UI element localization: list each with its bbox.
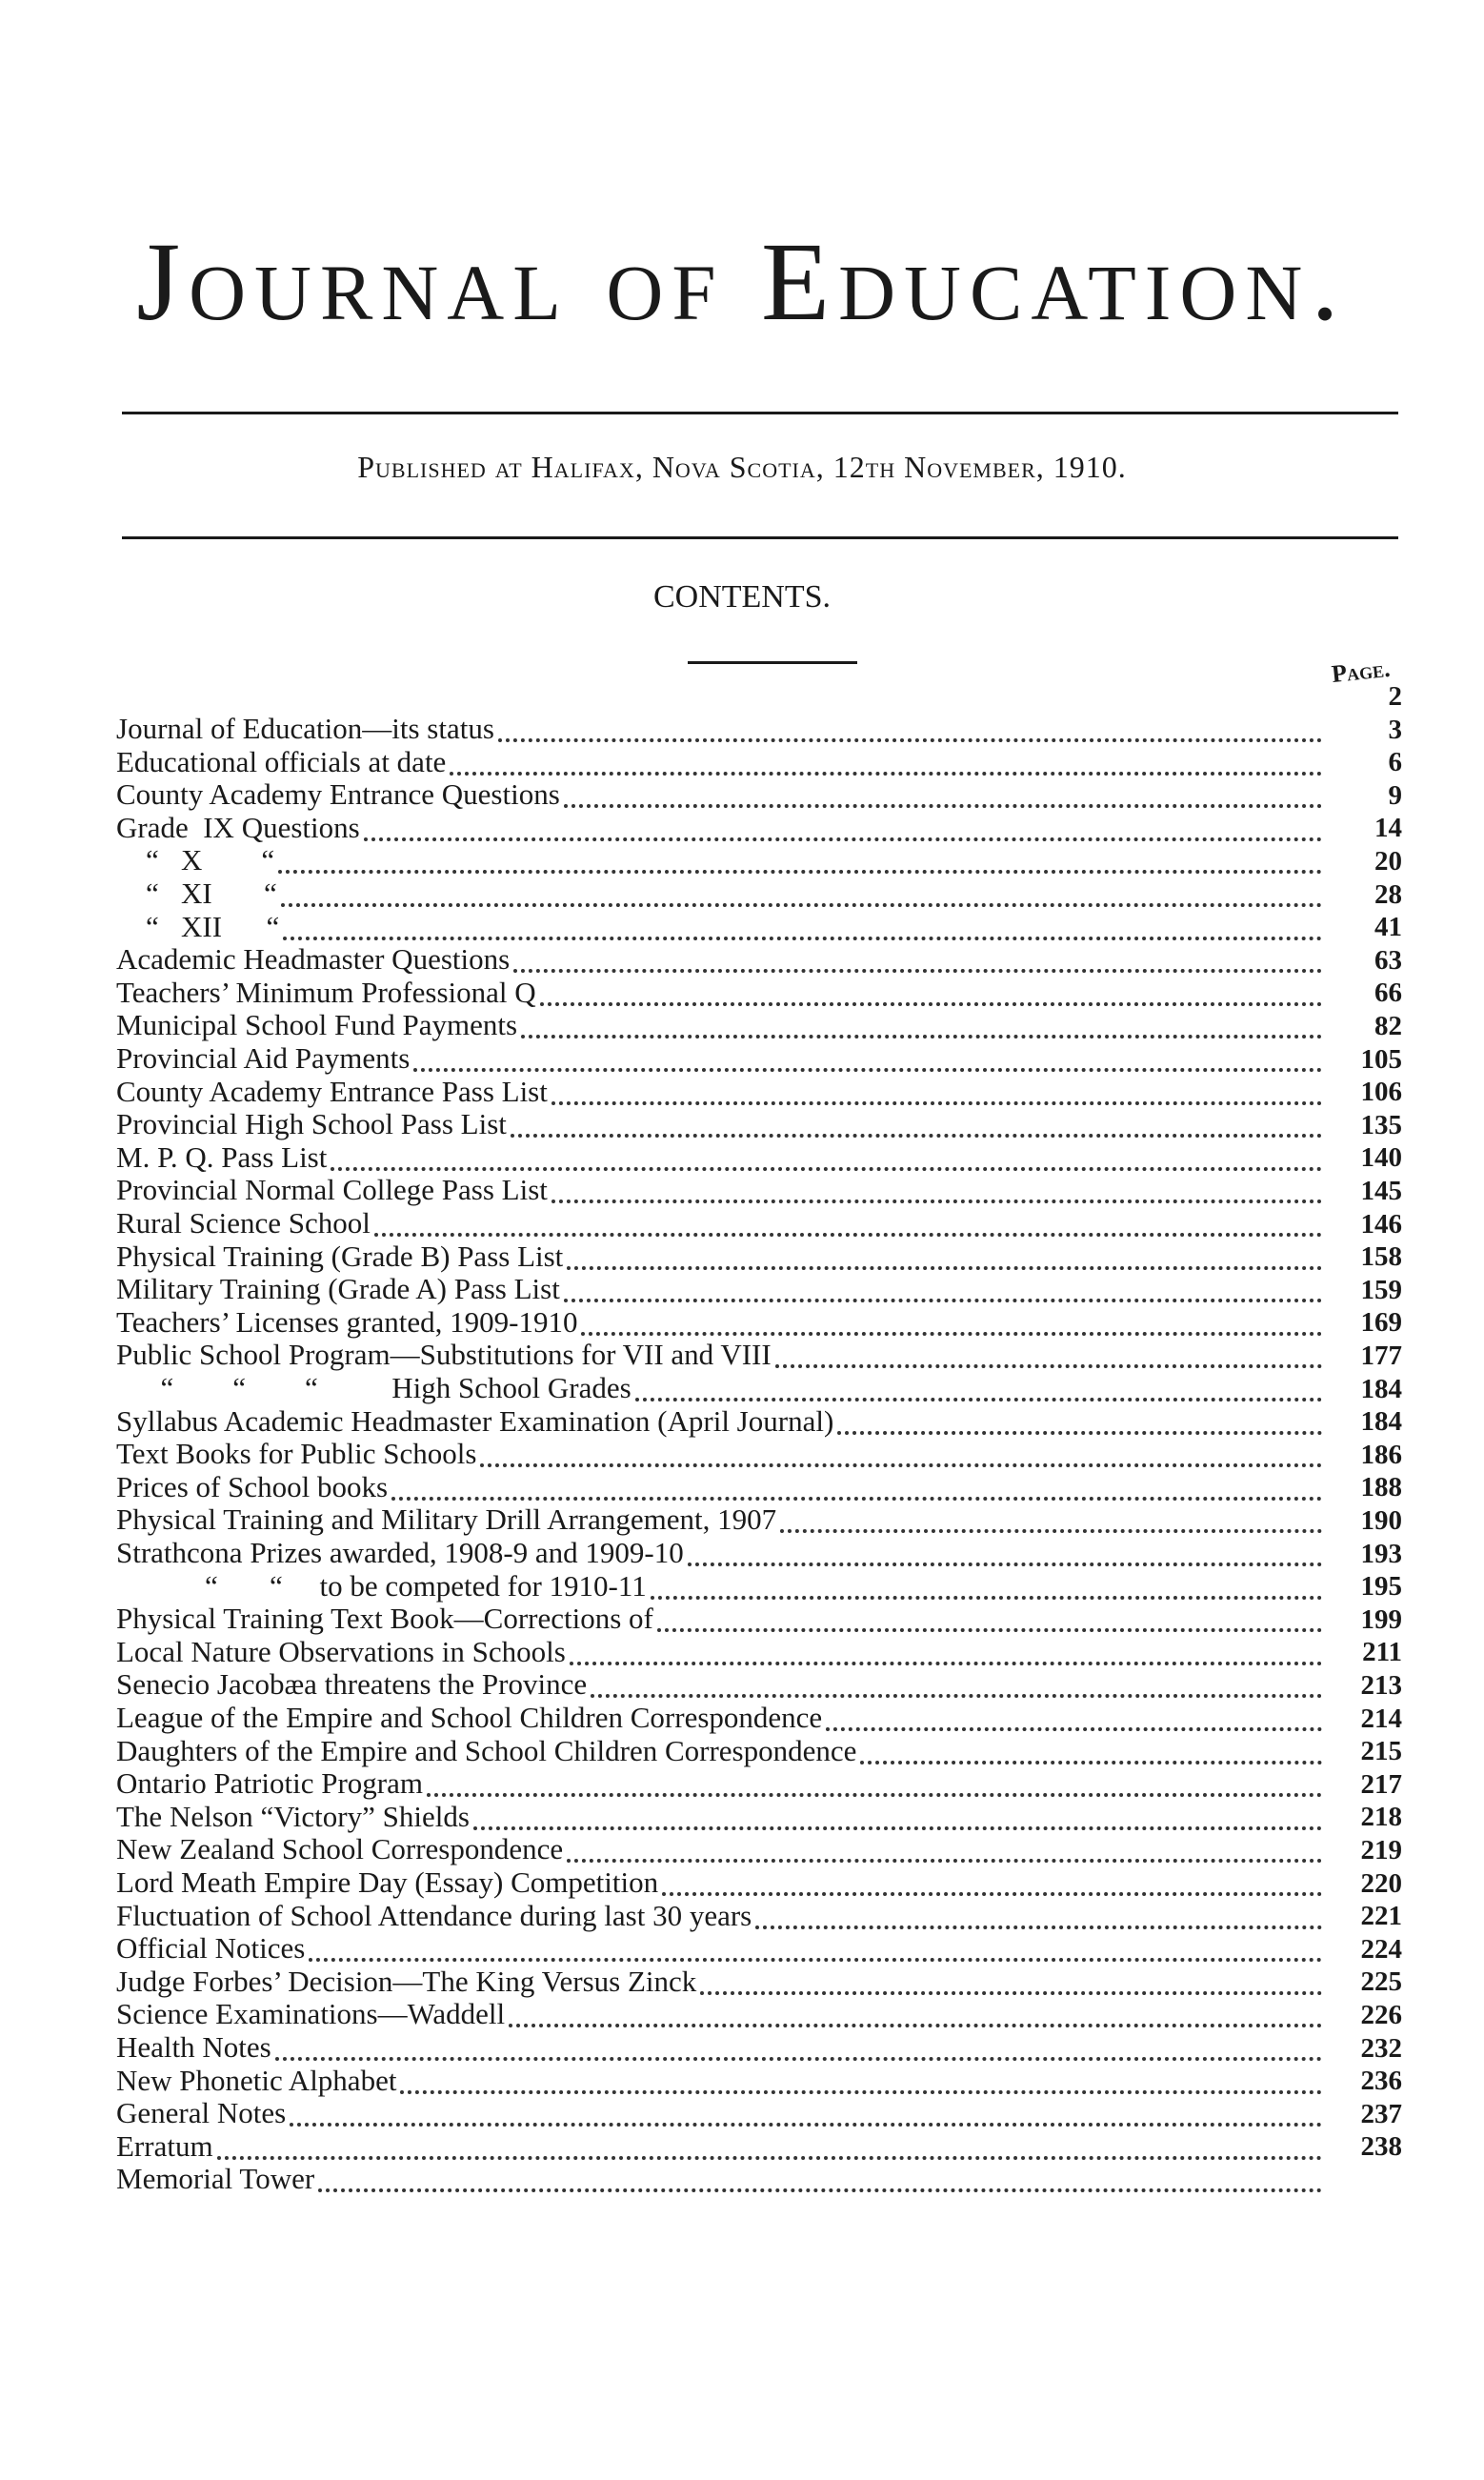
- toc-entry-title: Health Notes: [116, 2030, 271, 2064]
- toc-page-number: 237: [1360, 2098, 1402, 2129]
- toc-entry-title: Teachers’ Licenses granted, 1909-1910: [116, 1304, 578, 1339]
- toc-entry: [116, 877, 1322, 910]
- page-column-heading: Page.: [1330, 654, 1392, 689]
- toc-page-number: 28: [1374, 878, 1402, 910]
- toc-leader-dots: [688, 1555, 1322, 1566]
- toc-page-number: 218: [1360, 1802, 1402, 1833]
- toc-entry: [116, 1767, 1322, 1800]
- toc-page-number: 215: [1360, 1736, 1402, 1767]
- toc-leader-dots: [283, 929, 1322, 940]
- toc-page-number: 3: [1388, 714, 1402, 745]
- toc-entry: [116, 2130, 1322, 2163]
- toc-entry-title: Educational officials at date: [116, 744, 447, 778]
- toc-leader-dots: [400, 2083, 1322, 2094]
- toc-entry: [116, 1372, 1322, 1404]
- toc-entry: [116, 1668, 1322, 1701]
- toc-page-number: 9: [1388, 779, 1402, 811]
- toc-entry: [116, 1833, 1322, 1865]
- toc-entry: [116, 1603, 1322, 1635]
- toc-entry: [116, 1702, 1322, 1734]
- toc-leader-dots: [564, 1291, 1322, 1302]
- toc-page-number: 186: [1360, 1439, 1402, 1470]
- toc-leader-dots: [651, 1588, 1322, 1600]
- toc-page-number: 193: [1360, 1538, 1402, 1569]
- toc-leader-dots: [290, 2115, 1322, 2127]
- toc-page-number: 135: [1360, 1109, 1402, 1140]
- toc-page-number: 6: [1388, 747, 1402, 778]
- toc-entry: [116, 1306, 1322, 1339]
- toc-entry: [116, 844, 1322, 877]
- toc-entry: [116, 1471, 1322, 1503]
- toc-entry: [116, 943, 1322, 976]
- toc-leader-dots: [551, 1192, 1322, 1203]
- toc-leader-dots: [591, 1686, 1322, 1698]
- toc-entry: [116, 2097, 1322, 2129]
- toc-leader-dots: [521, 1027, 1322, 1038]
- toc-entry: [116, 1438, 1322, 1470]
- toc-page-number: 188: [1360, 1472, 1402, 1503]
- toc-page-number: 146: [1360, 1208, 1402, 1240]
- toc-leader-dots: [427, 1785, 1322, 1797]
- toc-entry: [116, 1966, 1322, 1998]
- toc-entry-title: “ “ to be competed for 1910-11: [116, 1568, 647, 1603]
- toc-entry: [116, 1801, 1322, 1833]
- toc-leader-dots: [413, 1060, 1322, 1072]
- toc-leader-dots: [498, 731, 1322, 742]
- toc-leader-dots: [509, 2016, 1322, 2027]
- toc-leader-dots: [275, 2049, 1322, 2061]
- toc-entry-title: Official Notices: [116, 1931, 306, 1966]
- middle-divider: [122, 536, 1398, 539]
- toc-entry-title: Physical Training Text Book—Corrections of: [116, 1602, 653, 1636]
- toc-page-number: 213: [1360, 1670, 1402, 1701]
- toc-leader-dots: [331, 1159, 1322, 1171]
- toc-entry-title: Text Books for Public Schools: [116, 1437, 477, 1471]
- toc-entry-title: Grade IX Questions: [116, 810, 360, 844]
- toc-entry-title: Provincial Normal College Pass List: [116, 1173, 548, 1207]
- toc-page-number: 177: [1360, 1341, 1402, 1371]
- toc-entry-title: Local Nature Observations in Schools: [116, 1634, 566, 1668]
- contents-underline: [688, 661, 857, 664]
- toc-entry: [116, 1207, 1322, 1240]
- toc-page-number: 232: [1360, 2032, 1402, 2064]
- toc-leader-dots: [540, 995, 1322, 1006]
- toc-leader-dots: [581, 1324, 1322, 1336]
- toc-entry: [116, 1866, 1322, 1899]
- published-line: Published at Halifax, Nova Scotia, 12th November, 1910.: [357, 450, 1127, 484]
- toc-page-number: 184: [1360, 1373, 1402, 1404]
- toc-page-number: 195: [1360, 1571, 1402, 1603]
- toc-page-number: 226: [1360, 2000, 1402, 2030]
- toc-leader-dots: [374, 1225, 1322, 1237]
- toc-entry-title: Public School Program—Substitutions for VII and VIII: [116, 1338, 772, 1372]
- toc-entry: [116, 1339, 1322, 1371]
- toc-entry-title: General Notes: [116, 2096, 287, 2130]
- toc-page-number: 184: [1360, 1406, 1402, 1438]
- toc-entry: [116, 778, 1322, 811]
- toc-entry: [116, 1108, 1322, 1140]
- toc-entry-title: New Zealand School Correspondence: [116, 1832, 564, 1866]
- toc-entry-title: M. P. Q. Pass List: [116, 1139, 328, 1174]
- toc-leader-dots: [513, 961, 1322, 973]
- toc-entry: [116, 1273, 1322, 1305]
- toc-entry-title: Erratum: [116, 2128, 213, 2163]
- toc-entry: [116, 1537, 1322, 1569]
- toc-leader-dots: [473, 1819, 1322, 1830]
- toc-leader-dots: [318, 2181, 1322, 2192]
- toc-page-number: 41: [1374, 912, 1402, 943]
- toc-entry: [116, 2065, 1322, 2097]
- toc-leader-dots: [635, 1390, 1322, 1401]
- toc-entry-title: Academic Headmaster Questions: [116, 942, 511, 977]
- toc-entry-title: Memorial Tower: [116, 2162, 315, 2196]
- toc-leader-dots: [567, 1259, 1322, 1270]
- toc-entry: [116, 812, 1322, 844]
- toc-entry: [116, 911, 1322, 943]
- toc-entry: [116, 977, 1322, 1009]
- toc-entry-title: “ “ “ High School Grades: [116, 1371, 632, 1404]
- toc-page-number: 158: [1360, 1241, 1402, 1273]
- toc-entry-title: “ X “: [116, 843, 275, 877]
- toc-entry-title: Lord Meath Empire Day (Essay) Competition: [116, 1865, 659, 1899]
- toc-page-number: 199: [1360, 1603, 1402, 1635]
- toc-page-number: 225: [1360, 1966, 1402, 1998]
- toc-entry-title: Provincial High School Pass List: [116, 1107, 507, 1141]
- toc-entry: [116, 1141, 1322, 1174]
- toc-entry-title: Strathcona Prizes awarded, 1908-9 and 1909-10: [116, 1536, 684, 1569]
- toc-page-number: 211: [1362, 1637, 1402, 1668]
- toc-entry: [116, 1174, 1322, 1206]
- toc-entry-title: “ XI “: [116, 877, 277, 910]
- toc-page-number: 217: [1360, 1768, 1402, 1800]
- toc-entry-title: “ XII “: [116, 909, 280, 943]
- toc-leader-dots: [775, 1357, 1322, 1368]
- toc-entry-title: County Academy Entrance Pass List: [116, 1074, 548, 1108]
- toc-entry: [116, 1570, 1322, 1603]
- toc-leader-dots: [278, 862, 1322, 874]
- toc-entry: [116, 2031, 1322, 2064]
- toc-entry-title: Municipal School Fund Payments: [116, 1008, 518, 1042]
- toc-entry-title: Physical Training (Grade B) Pass List: [116, 1239, 564, 1273]
- toc-entry-title: Rural Science School: [116, 1206, 371, 1240]
- toc-entry-title: Science Examinations—Waddell: [116, 1997, 506, 2031]
- toc-page-number: 190: [1360, 1505, 1402, 1536]
- toc-leader-dots: [309, 1950, 1322, 1962]
- toc-entry: [116, 2163, 1322, 2195]
- toc-leader-dots: [860, 1753, 1322, 1764]
- toc-entry-title: Daughters of the Empire and School Children Correspondence: [116, 1733, 857, 1767]
- toc-page-number: 20: [1374, 846, 1402, 877]
- toc-entry-title: Physical Training and Military Drill Arrangement, 1907: [116, 1502, 777, 1537]
- toc-page-number: 66: [1374, 978, 1402, 1009]
- toc-page-number: 236: [1360, 2066, 1402, 2097]
- toc-page-number: 82: [1374, 1011, 1402, 1041]
- toc-page-number: 238: [1360, 2131, 1402, 2163]
- toc-page-number: 220: [1360, 1867, 1402, 1899]
- toc-page-number: 159: [1360, 1274, 1402, 1305]
- toc-entry-title: Teachers’ Minimum Professional Q: [116, 975, 536, 1009]
- toc-entry: [116, 746, 1322, 778]
- toc-leader-dots: [570, 1654, 1322, 1665]
- toc-entry: [116, 1009, 1322, 1041]
- toc-entry-title: Fluctuation of School Attendance during last 30 years: [116, 1898, 752, 1932]
- toc-leader-dots: [567, 1851, 1322, 1863]
- toc-entry-title: Ontario Patriotic Program: [116, 1766, 423, 1801]
- toc-page-number: 2: [1388, 681, 1402, 712]
- toc-leader-dots: [780, 1522, 1322, 1533]
- toc-entry: [116, 1932, 1322, 1965]
- toc-entry: [116, 1503, 1322, 1536]
- toc-leader-dots: [450, 764, 1322, 776]
- toc-entry-title: The Nelson “Victory” Shields: [116, 1799, 470, 1833]
- toc-entry: [116, 1240, 1322, 1273]
- toc-leader-dots: [755, 1918, 1322, 1929]
- toc-page-number: 224: [1360, 1933, 1402, 1965]
- toc-entry: [116, 713, 1322, 745]
- toc-page-number: 14: [1374, 813, 1402, 844]
- toc-page-number: 106: [1360, 1077, 1402, 1108]
- toc-page-number: 219: [1360, 1835, 1402, 1865]
- toc-leader-dots: [217, 2148, 1322, 2160]
- toc-entry-title: Military Training (Grade A) Pass List: [116, 1272, 560, 1306]
- toc-leader-dots: [837, 1423, 1322, 1435]
- toc-leader-dots: [511, 1126, 1322, 1138]
- toc-entry: [116, 1076, 1322, 1108]
- toc-entry-title: Provincial Aid Payments: [116, 1041, 411, 1075]
- top-divider: [122, 412, 1398, 414]
- toc-leader-dots: [551, 1094, 1322, 1105]
- toc-leader-dots: [364, 830, 1322, 841]
- toc-entry: [116, 1998, 1322, 2030]
- toc-page-number: 221: [1360, 1901, 1402, 1932]
- toc-leader-dots: [391, 1489, 1322, 1501]
- toc-page-number: 63: [1374, 944, 1402, 976]
- toc-entry-title: Syllabus Academic Headmaster Examination (April Journal): [116, 1403, 834, 1438]
- toc-leader-dots: [480, 1456, 1322, 1467]
- toc-page-number: 105: [1360, 1043, 1402, 1075]
- contents-heading: CONTENTS.: [652, 579, 832, 615]
- toc-entry-title: Prices of School books: [116, 1469, 389, 1503]
- toc-leader-dots: [281, 896, 1322, 907]
- toc-leader-dots: [662, 1885, 1322, 1896]
- toc-entry: [116, 1636, 1322, 1668]
- toc-page-number: 214: [1360, 1703, 1402, 1734]
- toc-entry-title: Senecio Jacobæa threatens the Province: [116, 1667, 588, 1702]
- journal-title: Journal of Education.: [136, 219, 1348, 344]
- toc-entry-title: County Academy Entrance Questions: [116, 777, 560, 812]
- toc-page-number: 169: [1360, 1307, 1402, 1339]
- toc-page-number: 140: [1360, 1142, 1402, 1174]
- toc-entry-title: Journal of Education—its status: [116, 712, 494, 745]
- toc-leader-dots: [700, 1984, 1322, 1995]
- toc-entry: [116, 1735, 1322, 1767]
- toc-entry: [116, 1042, 1322, 1075]
- toc-entry-title: Judge Forbes’ Decision—The King Versus Zinck: [116, 1964, 697, 1998]
- toc-entry-title: League of the Empire and School Children Correspondence: [116, 1701, 823, 1734]
- toc-page-number: 145: [1360, 1176, 1402, 1206]
- toc-entry: [116, 1405, 1322, 1438]
- toc-leader-dots: [826, 1720, 1322, 1731]
- toc-leader-dots: [564, 796, 1322, 808]
- toc-entry: [116, 1900, 1322, 1932]
- toc-entry-title: New Phonetic Alphabet: [116, 2063, 397, 2097]
- toc-leader-dots: [657, 1621, 1322, 1632]
